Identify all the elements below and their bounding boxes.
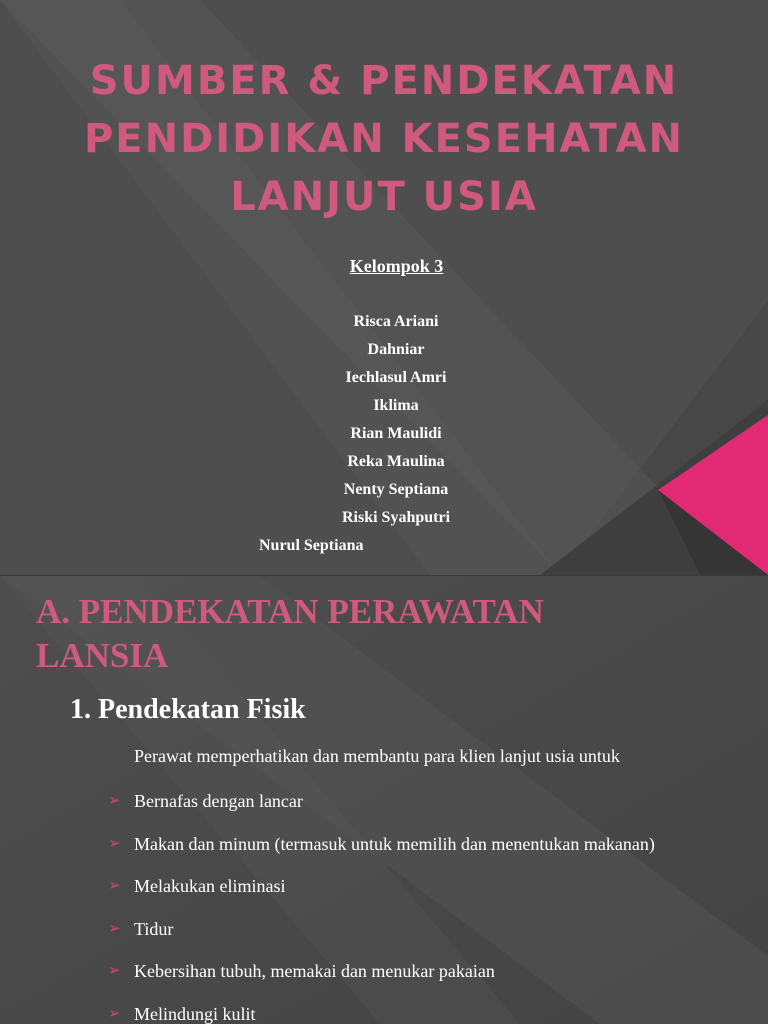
member-name: Risca Ariani	[353, 313, 439, 330]
list-item-text: Bernafas dengan lancar	[134, 791, 303, 811]
arrow-bullet-icon: ➢	[108, 793, 121, 809]
member-name: Nenty Septiana	[343, 481, 449, 498]
member-name: Rian Maulidi	[350, 425, 442, 442]
list-item	[108, 914, 655, 957]
list-item	[108, 786, 655, 829]
arrow-bullet-icon: ➢	[108, 963, 121, 979]
arrow-bullet-icon: ➢	[108, 835, 121, 852]
list-item-text: Makan dan minum (termasuk untuk memilih dan menentukan makanan)	[134, 833, 655, 854]
member-name: Riski Syahputri	[341, 509, 451, 526]
list-item	[108, 956, 655, 999]
group-label: Kelompok 3	[349, 256, 444, 276]
arrow-bullet-icon: ➢	[108, 1005, 121, 1022]
list-item-text: Tidur	[134, 918, 174, 939]
list-item	[108, 829, 655, 872]
slide-title-line: LANSIA	[36, 636, 169, 675]
slide-title-line: SUMBER & PENDEKATAN	[89, 58, 679, 104]
slide-title	[36, 590, 736, 678]
list-item	[108, 871, 655, 914]
member-name: Iklima	[373, 397, 419, 414]
member-name: Iechlasul Amri	[345, 369, 447, 386]
slide-title	[0, 52, 768, 226]
arrow-bullet-icon: ➢	[108, 878, 121, 894]
slide-title-line: LANJUT USIA	[230, 174, 538, 220]
member-name: Nurul Septiana	[259, 537, 364, 554]
arrow-bullet-icon: ➢	[108, 920, 121, 937]
member-list	[0, 308, 768, 560]
slide-title-line: PENDIDIKAN KESEHATAN	[83, 116, 685, 162]
slide-title-line: A. PENDEKATAN PERAWATAN	[36, 592, 544, 631]
list-item	[108, 999, 655, 1024]
bullet-list	[108, 786, 655, 1024]
list-item-text: Melakukan eliminasi	[134, 876, 286, 896]
member-name: Dahniar	[367, 341, 425, 358]
intro-text: Perawat memperhatikan dan membantu para klien lanjut usia untuk	[134, 746, 620, 766]
list-item-text: Melindungi kulit	[134, 1003, 256, 1024]
content-slide	[0, 576, 768, 1024]
section-subheading: 1. Pendekatan Fisik	[70, 694, 306, 725]
list-item-text: Kebersihan tubuh, memakai dan menukar pakaian	[134, 961, 495, 981]
member-name: Reka Maulina	[347, 453, 445, 470]
